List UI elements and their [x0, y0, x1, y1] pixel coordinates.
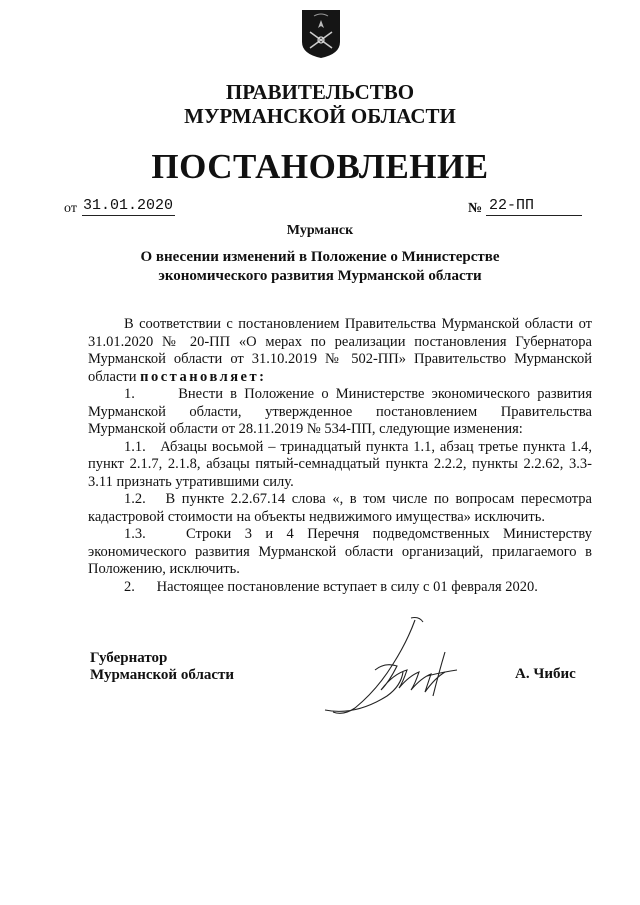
item-1-1: 1.1. Абзацы восьмой – тринадцатый пункта 1.1, абзац третье пункта 1.4, пункт 2.1.7, 2.1.8, абзацы пятый-семнадцатый пункта 2.2.2, пункты 2.2.62, 3.3-3.11 признать утратившими силу.	[88, 438, 592, 490]
organization-name: ПРАВИТЕЛЬСТВО	[225, 80, 415, 104]
number-label: №	[468, 201, 483, 216]
item-1-2: 1.2. В пункте 2.2.67.14 слова «, в том числе по вопросам пересмотра кадастровой стоимости на объекты недвижимого имущества» исключить.	[88, 491, 592, 525]
coat-of-arms-emblem-icon	[300, 8, 342, 60]
organization-region: МУРМАНСКОЙ ОБЛАСТИ	[184, 104, 456, 128]
date-label: от	[64, 201, 77, 216]
signatory-position: Губернатор	[90, 650, 168, 666]
document-body	[88, 316, 592, 596]
resolves-word: постановляет:	[140, 368, 267, 385]
number-underline	[486, 215, 582, 216]
subject-line-2: экономического развития Мурманской области	[158, 268, 482, 284]
document-date: 31.01.2020	[83, 197, 174, 214]
document-number: 22-ПП	[489, 197, 535, 214]
document-type-title: ПОСТАНОВЛЕНИЕ	[151, 147, 489, 186]
item-1-3: 1.3. Строки 3 и 4 Перечня подведомственных Министерству экономического развития Мурманской области организаций, прилагаемого в Положению, исключить.	[88, 526, 592, 577]
handwritten-signature	[315, 612, 475, 722]
city-name: Мурманск	[286, 223, 354, 238]
signatory-region: Мурманской области	[90, 667, 235, 683]
item-1: 1. Внести в Положение о Министерстве экономического развития Мурманской области, утвержденное постановлением Правительства Мурманской области от 28.11.2019 № 534-ПП, следующие изменения:	[88, 386, 592, 437]
signatory-name: А. Чибис	[515, 666, 576, 682]
preamble-text: В соответствии с постановлением Правительства Мурманской области от 31.01.2020 № 20-ПП «О мерах по реализации постановления Губернатора Мурманской области от 31.10.2019 № 502-ПП» Правительство Мурманской области	[88, 316, 592, 385]
subject-line-1: О внесении изменений в Положение о Министерстве	[140, 249, 500, 265]
date-underline	[82, 215, 175, 216]
preamble-paragraph	[88, 316, 592, 386]
item-2: 2. Настоящее постановление вступает в силу с 01 февраля 2020.	[124, 578, 538, 595]
